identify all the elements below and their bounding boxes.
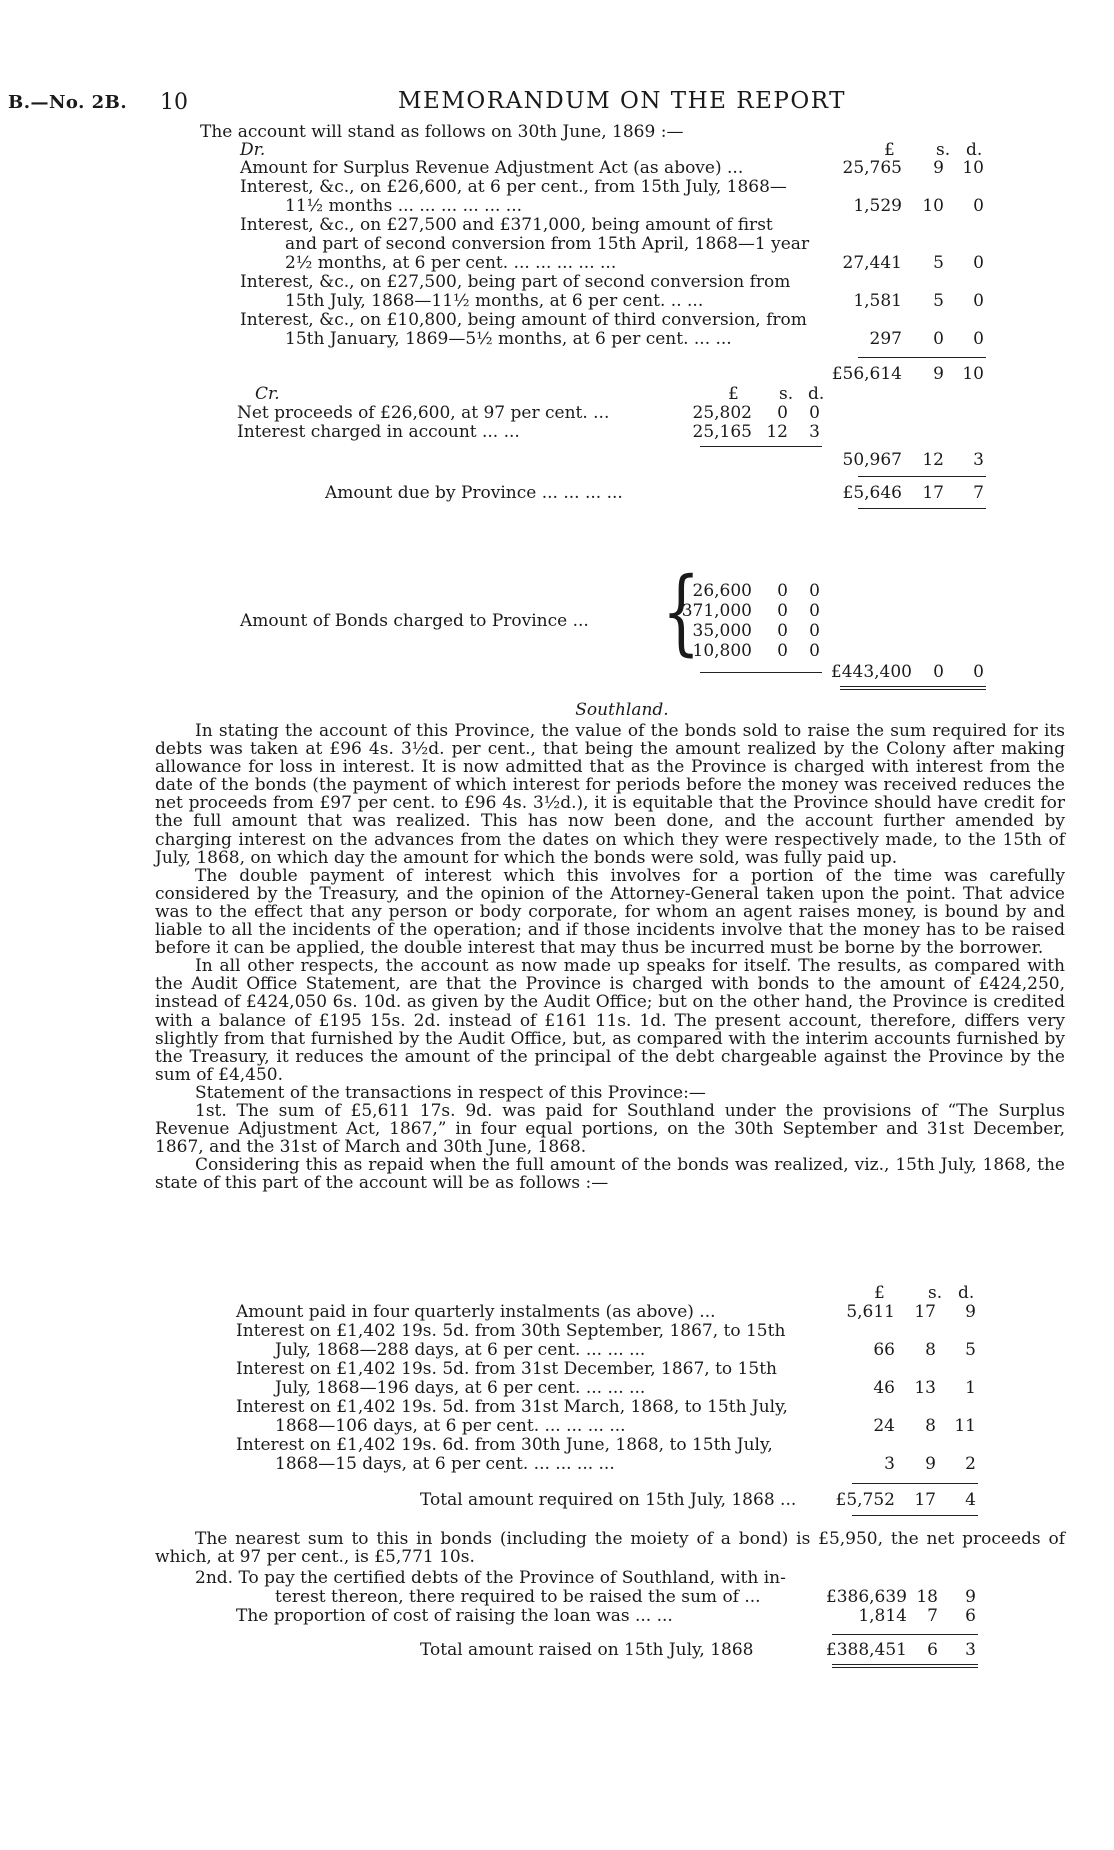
dr-item-line: Interest, &c., on £26,600, at 6 per cent., from 15th July, 1868— bbox=[240, 177, 787, 197]
total-required-label: Total amount required on 15th July, 1868 ... bbox=[420, 1490, 797, 1510]
nearest-sum-paragraph bbox=[155, 1530, 1065, 1566]
total-required-pence: 4 bbox=[965, 1490, 976, 1510]
second-pence: 9 bbox=[965, 1587, 976, 1607]
dr-item-line: 15th January, 1869—5½ months, at 6 per cent. ... ... bbox=[285, 329, 732, 349]
sl-item-shillings: 8 bbox=[925, 1340, 936, 1360]
cr-label: Cr. bbox=[255, 384, 280, 404]
bonds-total-pence: 0 bbox=[973, 662, 984, 682]
divider-rule bbox=[858, 508, 986, 509]
dr-item-line: 11½ months ... ... ... ... ... ... bbox=[285, 196, 523, 216]
dr-item-line: 15th July, 1868—11½ months, at 6 per cent. .. ... bbox=[285, 291, 704, 311]
bond-pounds: 10,800 bbox=[692, 641, 752, 661]
sl-item-pence: 1 bbox=[965, 1378, 976, 1398]
total-raised-pence: 3 bbox=[965, 1640, 976, 1660]
cr-col-pence: d. bbox=[808, 384, 825, 404]
sl-item-line: Amount paid in four quarterly instalments (as above) ... bbox=[236, 1302, 716, 1322]
sl-item-line: July, 1868—196 days, at 6 per cent. ... ... ... bbox=[275, 1378, 646, 1398]
sl-item-pence: 9 bbox=[965, 1302, 976, 1322]
dr-item-line: Interest, &c., on £27,500 and £371,000, being amount of first bbox=[240, 215, 773, 235]
amount-due-shillings: 17 bbox=[922, 483, 944, 503]
total-raised-pounds: £388,451 bbox=[825, 1640, 907, 1660]
col-pence: d. bbox=[966, 140, 983, 160]
sl-item-pounds: 5,611 bbox=[846, 1302, 895, 1322]
sl-item-shillings: 13 bbox=[914, 1378, 936, 1398]
sl-item-line: Interest on £1,402 19s. 5d. from 31st December, 1867, to 15th bbox=[236, 1359, 777, 1379]
sl-item-pounds: 46 bbox=[873, 1378, 895, 1398]
southland-body bbox=[155, 722, 1065, 1192]
sl-item-line: Interest on £1,402 19s. 5d. from 31st March, 1868, to 15th July, bbox=[236, 1397, 788, 1417]
document-reference: B.—No. 2B. bbox=[8, 92, 128, 113]
bond-shillings: 0 bbox=[777, 621, 788, 641]
dr-item-shillings: 10 bbox=[922, 196, 944, 216]
bond-pounds: 26,600 bbox=[692, 581, 752, 601]
total-required-shillings: 17 bbox=[914, 1490, 936, 1510]
divider-rule bbox=[832, 1634, 978, 1635]
proportion-pence: 6 bbox=[965, 1606, 976, 1626]
amount-due-pounds: £5,646 bbox=[842, 483, 902, 503]
sl-item-line: July, 1868—288 days, at 6 per cent. ... ... ... bbox=[275, 1340, 646, 1360]
dr-item-line: Interest, &c., on £27,500, being part of second conversion from bbox=[240, 272, 791, 292]
cr-item-label: Interest charged in account ... ... bbox=[237, 422, 520, 442]
body-paragraph: In stating the account of this Province, the value of the bonds sold to raise the sum required for its debts was taken at £96 4s. 3½d. per cent., that being the amount realized by the Colony after making allowance for loss in interest. It is now admitted that as the Province is charged with interest from the date of the bonds (the payment of which interest for periods before the money was received reduces the net proceeds from £97 per cent. to £96 4s. 3½d.), it is equitable that the Province should have credit for the full amount that was realized. This has now been done, and the account further amended by charging interest on the advances from the dates on which they were respectively made, to the 15th of July, 1868, on which day the amount for which the bonds were sold, was fully paid up. bbox=[155, 721, 1065, 868]
dr-item-pounds: 297 bbox=[869, 329, 902, 349]
dr-item-shillings: 0 bbox=[933, 329, 944, 349]
dr-total-shillings: 9 bbox=[933, 364, 944, 384]
dr-item-pence: 0 bbox=[973, 253, 984, 273]
amount-due-pence: 7 bbox=[973, 483, 984, 503]
cr-total-pounds: 50,967 bbox=[842, 450, 902, 470]
bond-pounds: 35,000 bbox=[692, 621, 752, 641]
sl-item-line: Interest on £1,402 19s. 5d. from 30th September, 1867, to 15th bbox=[236, 1321, 786, 1341]
second-shillings: 18 bbox=[916, 1587, 938, 1607]
cr-total-shillings: 12 bbox=[922, 450, 944, 470]
bond-pence: 0 bbox=[809, 621, 820, 641]
dr-item-line: and part of second conversion from 15th April, 1868—1 year bbox=[285, 234, 810, 254]
dr-item-line: 2½ months, at 6 per cent. ... ... ... ... ... bbox=[285, 253, 617, 273]
total-raised-label: Total amount raised on 15th July, 1868 bbox=[420, 1640, 754, 1660]
page-title: MEMORANDUM ON THE REPORT bbox=[398, 88, 846, 114]
sl-item-line: 1868—15 days, at 6 per cent. ... ... ... ... bbox=[275, 1454, 615, 1474]
bonds-label: Amount of Bonds charged to Province ... bbox=[240, 611, 589, 631]
second-pounds: £386,639 bbox=[825, 1587, 907, 1607]
divider-rule bbox=[858, 357, 986, 358]
sl-item-shillings: 17 bbox=[914, 1302, 936, 1322]
sl-item-shillings: 8 bbox=[925, 1416, 936, 1436]
proportion-pounds: 1,814 bbox=[858, 1606, 907, 1626]
body-paragraph: Considering this as repaid when the full amount of the bonds was realized, viz., 15th July, 1868, the state of this part of the account will be as follows :— bbox=[155, 1155, 1065, 1194]
dr-item-pounds: 27,441 bbox=[842, 253, 902, 273]
col-pounds: £ bbox=[884, 140, 895, 160]
bonds-total-pounds: £443,400 bbox=[830, 662, 912, 682]
total-raised-shillings: 6 bbox=[927, 1640, 938, 1660]
double-rule bbox=[832, 1667, 978, 1668]
sl-item-pounds: 3 bbox=[884, 1454, 895, 1474]
bond-pence: 0 bbox=[809, 641, 820, 661]
cr-col-pounds: £ bbox=[728, 384, 739, 404]
sl-item-pounds: 24 bbox=[873, 1416, 895, 1436]
proportion-label: The proportion of cost of raising the loan was ... ... bbox=[236, 1606, 673, 1626]
sl-item-pence: 5 bbox=[965, 1340, 976, 1360]
dr-item-pence: 10 bbox=[962, 158, 984, 178]
cr-item-pounds: 25,165 bbox=[692, 422, 752, 442]
dr-total-pounds: £56,614 bbox=[831, 364, 902, 384]
divider-rule bbox=[700, 446, 822, 447]
dr-item-pence: 0 bbox=[973, 291, 984, 311]
cr-total-pence: 3 bbox=[973, 450, 984, 470]
cr-item-shillings: 0 bbox=[777, 403, 788, 423]
section-heading: Southland. bbox=[575, 700, 669, 720]
dr-total-pence: 10 bbox=[962, 364, 984, 384]
divider-rule bbox=[858, 476, 986, 477]
divider-rule bbox=[852, 1483, 978, 1484]
dr-label: Dr. bbox=[240, 140, 266, 160]
sl-item-shillings: 9 bbox=[925, 1454, 936, 1474]
sl-item-pence: 11 bbox=[954, 1416, 976, 1436]
divider-rule bbox=[852, 1515, 978, 1516]
second-item-line: terest thereon, there required to be raised the sum of ... bbox=[275, 1587, 761, 1607]
dr-item-pounds: 25,765 bbox=[842, 158, 902, 178]
cr-item-pounds: 25,802 bbox=[692, 403, 752, 423]
bonds-total-shillings: 0 bbox=[933, 662, 944, 682]
page-number: 10 bbox=[160, 90, 188, 115]
body-paragraph: The double payment of interest which this involves for a portion of the time was carefully considered by the Treasury, and the opinion of the Attorney-General taken upon the point. That advice was to the effect that any person or body corporate, for whom an agent raises money, is bound by and liable to all the incidents of the operation; and if those incidents involve that the money has to be raised before it can be applied, the double interest that may thus be incurred must be borne by the borrower. bbox=[155, 865, 1065, 959]
cr-item-shillings: 12 bbox=[766, 422, 788, 442]
cr-item-pence: 3 bbox=[809, 422, 820, 442]
double-rule bbox=[840, 689, 986, 690]
col-shillings: s. bbox=[936, 140, 951, 160]
sl-item-line: Interest on £1,402 19s. 6d. from 30th June, 1868, to 15th July, bbox=[236, 1435, 773, 1455]
dr-item-line: Amount for Surplus Revenue Adjustment Act (as above) ... bbox=[240, 158, 744, 178]
dr-item-shillings: 9 bbox=[933, 158, 944, 178]
divider-rule bbox=[700, 672, 822, 673]
bond-pence: 0 bbox=[809, 601, 820, 621]
dr-item-line: Interest, &c., on £10,800, being amount of third conversion, from bbox=[240, 310, 807, 330]
cr-col-shillings: s. bbox=[779, 384, 794, 404]
bond-shillings: 0 bbox=[777, 581, 788, 601]
bond-shillings: 0 bbox=[777, 601, 788, 621]
sl-item-pence: 2 bbox=[965, 1454, 976, 1474]
dr-item-pounds: 1,529 bbox=[853, 196, 902, 216]
dr-item-pence: 0 bbox=[973, 329, 984, 349]
dr-item-pounds: 1,581 bbox=[853, 291, 902, 311]
double-rule bbox=[832, 1664, 978, 1665]
col-shillings: s. bbox=[928, 1283, 943, 1303]
cr-item-pence: 0 bbox=[809, 403, 820, 423]
brace-glyph: { bbox=[662, 558, 701, 667]
amount-due-label: Amount due by Province ... ... ... ... bbox=[325, 483, 623, 503]
total-required-pounds: £5,752 bbox=[835, 1490, 895, 1510]
dr-item-shillings: 5 bbox=[933, 291, 944, 311]
dr-item-shillings: 5 bbox=[933, 253, 944, 273]
body-paragraph: Statement of the transactions in respect of this Province:— bbox=[195, 1082, 706, 1103]
second-item-line: 2nd. To pay the certified debts of the Province of Southland, with in- bbox=[195, 1568, 786, 1588]
dr-item-pence: 0 bbox=[973, 196, 984, 216]
body-paragraph: The nearest sum to this in bonds (including the moiety of a bond) is £5,950, the net proceeds of which, at 97 per cent., is £5,771 10s. bbox=[155, 1529, 1065, 1568]
cr-item-label: Net proceeds of £26,600, at 97 per cent. ... bbox=[237, 403, 610, 423]
account-intro: The account will stand as follows on 30th June, 1869 :— bbox=[200, 122, 684, 142]
bond-shillings: 0 bbox=[777, 641, 788, 661]
bond-pounds: 371,000 bbox=[681, 601, 752, 621]
sl-item-pounds: 66 bbox=[873, 1340, 895, 1360]
proportion-shillings: 7 bbox=[927, 1606, 938, 1626]
col-pence: d. bbox=[958, 1283, 975, 1303]
sl-item-line: 1868—106 days, at 6 per cent. ... ... ... ... bbox=[275, 1416, 626, 1436]
double-rule bbox=[840, 686, 986, 687]
col-pounds: £ bbox=[874, 1283, 885, 1303]
body-paragraph: In all other respects, the account as now made up speaks for itself. The results, as compared with the Audit Office Statement, are that the Province is charged with bonds to the amount of £424,250, instead of £424,050 6s. 10d. as given by the Audit Office; but on the other hand, the Province is credited with a balance of £195 15s. 2d. instead of £161 11s. 1d. The present account, therefore, differs very slightly from that furnished by the Audit Office, but, as compared with the interim accounts furnished by the Treasury, it reduces the amount of the principal of the debt chargeable against the Province by the sum of £4,450. bbox=[155, 956, 1065, 1085]
bond-pence: 0 bbox=[809, 581, 820, 601]
body-paragraph: 1st. The sum of £5,611 17s. 9d. was paid for Southland under the provisions of “The Surplus Revenue Adjustment Act, 1867,” in four equal portions, on the 30th September and 31st December, 1867, and the 31st of March and 30th June, 1868. bbox=[155, 1100, 1065, 1158]
